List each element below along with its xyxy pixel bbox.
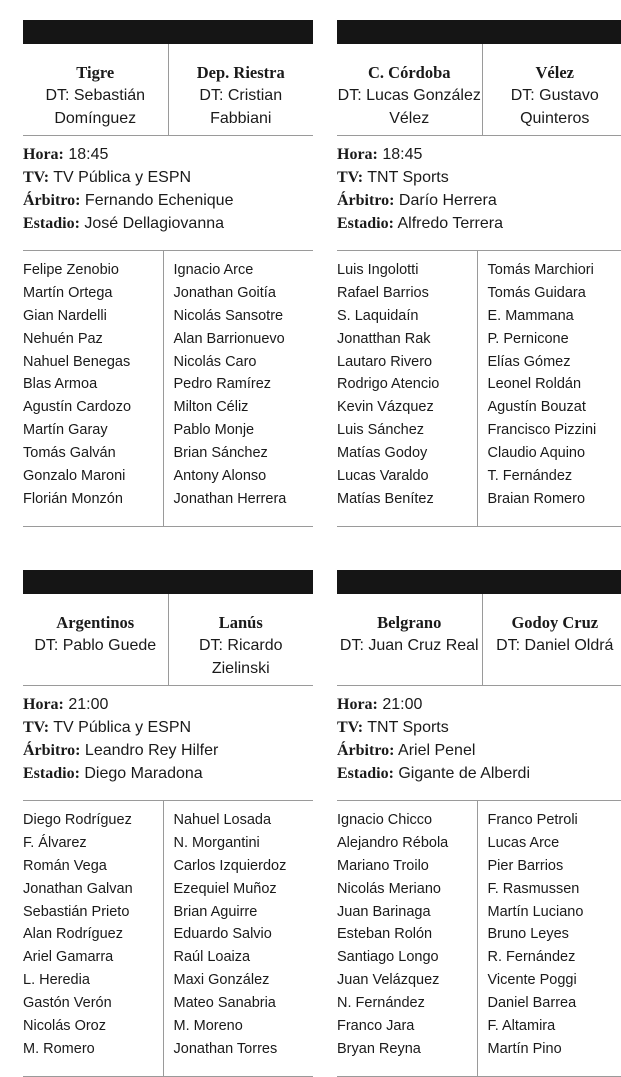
player-name: Gonzalo Maroni [23, 465, 163, 488]
player-name: S. Laquidaín [337, 305, 477, 328]
player-name: Román Vega [23, 855, 163, 878]
player-name: Juan Barinaga [337, 901, 477, 924]
player-name: Claudio Aquino [488, 442, 621, 465]
player-name: Franco Petroli [488, 809, 621, 832]
player-name: Sebastián Prieto [23, 901, 163, 924]
info-hora [337, 143, 621, 166]
info-arbitro [23, 189, 313, 212]
player-name: M. Moreno [174, 1015, 314, 1038]
player-name: Lucas Arce [488, 832, 621, 855]
player-name: Tomás Guidara [488, 282, 621, 305]
info-label: Árbitro: [23, 192, 80, 209]
info-value: Darío Herrera [399, 192, 497, 209]
team-coach: DT: Ricardo Zielinski [169, 634, 314, 680]
player-name: Ignacio Arce [174, 259, 314, 282]
rosters [337, 251, 621, 527]
info-value: Gigante de Alberdi [398, 765, 530, 782]
player-name: Gian Nardelli [23, 305, 163, 328]
info-estadio [23, 212, 313, 235]
team-name: C. Córdoba [337, 61, 482, 84]
info-estadio [337, 212, 621, 235]
teams-row [23, 44, 313, 136]
player-name: Bruno Leyes [488, 923, 621, 946]
away-players-list [163, 801, 314, 1076]
player-name: Alan Barrionuevo [174, 328, 314, 351]
info-label: Estadio: [337, 765, 394, 782]
player-name: Diego Rodríguez [23, 809, 163, 832]
team-coach: DT: Cristian Fabbiani [169, 84, 314, 130]
home-players-list [337, 251, 477, 526]
info-value: TNT Sports [367, 719, 449, 736]
player-name: Ezequiel Muñoz [174, 878, 314, 901]
player-name: Lautaro Rivero [337, 351, 477, 374]
match-info [337, 136, 621, 251]
team-coach: DT: Pablo Guede [23, 634, 168, 657]
team-name: Tigre [23, 61, 168, 84]
player-name: Tomás Galván [23, 442, 163, 465]
player-name: N. Morgantini [174, 832, 314, 855]
info-label: Hora: [23, 696, 64, 713]
info-tv [337, 166, 621, 189]
player-name: E. Mammana [488, 305, 621, 328]
player-name: Rafael Barrios [337, 282, 477, 305]
home-team [337, 594, 482, 685]
info-label: Estadio: [337, 215, 394, 232]
match-card [23, 570, 313, 1077]
team-name: Vélez [483, 61, 621, 84]
rosters [23, 801, 313, 1077]
player-name: Alan Rodríguez [23, 923, 163, 946]
player-name: Raúl Loaiza [174, 946, 314, 969]
player-name: Martín Garay [23, 419, 163, 442]
rosters [23, 251, 313, 527]
rosters [337, 801, 621, 1077]
player-name: Alejandro Rébola [337, 832, 477, 855]
player-name: Esteban Rolón [337, 923, 477, 946]
home-players-list [23, 251, 163, 526]
player-name: Juan Velázquez [337, 969, 477, 992]
info-estadio [337, 762, 621, 785]
player-name: Tomás Marchiori [488, 259, 621, 282]
info-value: Diego Maradona [84, 765, 202, 782]
info-value: Leandro Rey Hilfer [85, 742, 218, 759]
info-hora [337, 693, 621, 716]
info-value: Fernando Echenique [85, 192, 234, 209]
player-name: Vicente Poggi [488, 969, 621, 992]
info-label: TV: [337, 719, 363, 736]
header-bar [23, 570, 313, 594]
player-name: Eduardo Salvio [174, 923, 314, 946]
match-card [337, 20, 621, 527]
player-name: R. Fernández [488, 946, 621, 969]
player-name: Agustín Cardozo [23, 396, 163, 419]
info-label: Estadio: [23, 215, 80, 232]
info-value: Ariel Penel [398, 742, 475, 759]
player-name: Kevin Vázquez [337, 396, 477, 419]
match-card [23, 20, 313, 527]
player-name: F. Rasmussen [488, 878, 621, 901]
info-label: TV: [337, 169, 363, 186]
player-name: Brian Sánchez [174, 442, 314, 465]
info-value: TV Pública y ESPN [53, 169, 191, 186]
player-name: Nahuel Losada [174, 809, 314, 832]
player-name: Nehuén Paz [23, 328, 163, 351]
team-name: Belgrano [337, 611, 482, 634]
player-name: Nahuel Benegas [23, 351, 163, 374]
home-team [23, 44, 168, 135]
info-label: Estadio: [23, 765, 80, 782]
player-name: Nicolás Meriano [337, 878, 477, 901]
player-name: Agustín Bouzat [488, 396, 621, 419]
info-tv [23, 166, 313, 189]
info-tv [23, 716, 313, 739]
player-name: Franco Jara [337, 1015, 477, 1038]
player-name: Santiago Longo [337, 946, 477, 969]
info-label: Hora: [337, 146, 378, 163]
player-name: Antony Alonso [174, 465, 314, 488]
match-card [337, 570, 621, 1077]
match-info [337, 686, 621, 801]
player-name: Matías Godoy [337, 442, 477, 465]
info-arbitro [337, 189, 621, 212]
player-name: Jonathan Herrera [174, 488, 314, 511]
away-team [482, 44, 621, 135]
away-team [482, 594, 621, 685]
info-tv [337, 716, 621, 739]
player-name: Brian Aguirre [174, 901, 314, 924]
home-players-list [23, 801, 163, 1076]
team-coach: DT: Sebastián Domínguez [23, 84, 168, 130]
match-info [23, 686, 313, 801]
player-name: Florián Monzón [23, 488, 163, 511]
player-name: N. Fernández [337, 992, 477, 1015]
player-name: Mariano Troilo [337, 855, 477, 878]
player-name: Maxi González [174, 969, 314, 992]
player-name: Jonathan Galvan [23, 878, 163, 901]
player-name: Francisco Pizzini [488, 419, 621, 442]
teams-row [337, 594, 621, 686]
info-estadio [23, 762, 313, 785]
info-value: 18:45 [382, 146, 422, 163]
info-label: Árbitro: [23, 742, 80, 759]
player-name: Nicolás Sansotre [174, 305, 314, 328]
team-coach: DT: Juan Cruz Real [337, 634, 482, 657]
away-players-list [163, 251, 314, 526]
header-bar [23, 20, 313, 44]
player-name: Felipe Zenobio [23, 259, 163, 282]
player-name: Pier Barrios [488, 855, 621, 878]
info-arbitro [23, 739, 313, 762]
away-players-list [477, 801, 621, 1076]
player-name: Ariel Gamarra [23, 946, 163, 969]
info-arbitro [337, 739, 621, 762]
teams-row [23, 594, 313, 686]
player-name: Carlos Izquierdoz [174, 855, 314, 878]
info-value: Alfredo Terrera [397, 215, 503, 232]
player-name: F. Altamira [488, 1015, 621, 1038]
header-bar [337, 20, 621, 44]
away-team [168, 44, 314, 135]
team-name: Godoy Cruz [483, 611, 621, 634]
away-players-list [477, 251, 621, 526]
home-team [337, 44, 482, 135]
info-hora [23, 693, 313, 716]
player-name: Luis Sánchez [337, 419, 477, 442]
player-name: F. Álvarez [23, 832, 163, 855]
player-name: Luis Ingolotti [337, 259, 477, 282]
player-name: Rodrigo Atencio [337, 373, 477, 396]
info-hora [23, 143, 313, 166]
team-name: Argentinos [23, 611, 168, 634]
player-name: L. Heredia [23, 969, 163, 992]
player-name: T. Fernández [488, 465, 621, 488]
match-info [23, 136, 313, 251]
player-name: Braian Romero [488, 488, 621, 511]
team-name: Lanús [169, 611, 314, 634]
team-coach: DT: Lucas González Vélez [337, 84, 482, 130]
player-name: Martín Luciano [488, 901, 621, 924]
player-name: P. Pernicone [488, 328, 621, 351]
info-label: Árbitro: [337, 192, 394, 209]
player-name: Bryan Reyna [337, 1038, 477, 1061]
info-value: José Dellagiovanna [84, 215, 224, 232]
player-name: M. Romero [23, 1038, 163, 1061]
player-name: Matías Benítez [337, 488, 477, 511]
player-name: Ignacio Chicco [337, 809, 477, 832]
player-name: Milton Céliz [174, 396, 314, 419]
player-name: Elías Gómez [488, 351, 621, 374]
info-label: TV: [23, 169, 49, 186]
team-name: Dep. Riestra [169, 61, 314, 84]
info-value: 21:00 [68, 696, 108, 713]
player-name: Leonel Roldán [488, 373, 621, 396]
home-team [23, 594, 168, 685]
team-coach: DT: Gustavo Quinteros [483, 84, 621, 130]
info-value: TV Pública y ESPN [53, 719, 191, 736]
player-name: Martín Pino [488, 1038, 621, 1061]
info-label: Hora: [337, 696, 378, 713]
player-name: Daniel Barrea [488, 992, 621, 1015]
player-name: Martín Ortega [23, 282, 163, 305]
header-bar [337, 570, 621, 594]
info-value: 21:00 [382, 696, 422, 713]
home-players-list [337, 801, 477, 1076]
teams-row [337, 44, 621, 136]
player-name: Pablo Monje [174, 419, 314, 442]
player-name: Blas Armoa [23, 373, 163, 396]
player-name: Jonatthan Rak [337, 328, 477, 351]
info-label: TV: [23, 719, 49, 736]
player-name: Nicolás Oroz [23, 1015, 163, 1038]
player-name: Jonathan Goitía [174, 282, 314, 305]
player-name: Nicolás Caro [174, 351, 314, 374]
away-team [168, 594, 314, 685]
info-label: Hora: [23, 146, 64, 163]
info-label: Árbitro: [337, 742, 394, 759]
player-name: Jonathan Torres [174, 1038, 314, 1061]
player-name: Gastón Verón [23, 992, 163, 1015]
player-name: Lucas Varaldo [337, 465, 477, 488]
info-value: 18:45 [68, 146, 108, 163]
team-coach: DT: Daniel Oldrá [483, 634, 621, 657]
player-name: Pedro Ramírez [174, 373, 314, 396]
player-name: Mateo Sanabria [174, 992, 314, 1015]
info-value: TNT Sports [367, 169, 449, 186]
